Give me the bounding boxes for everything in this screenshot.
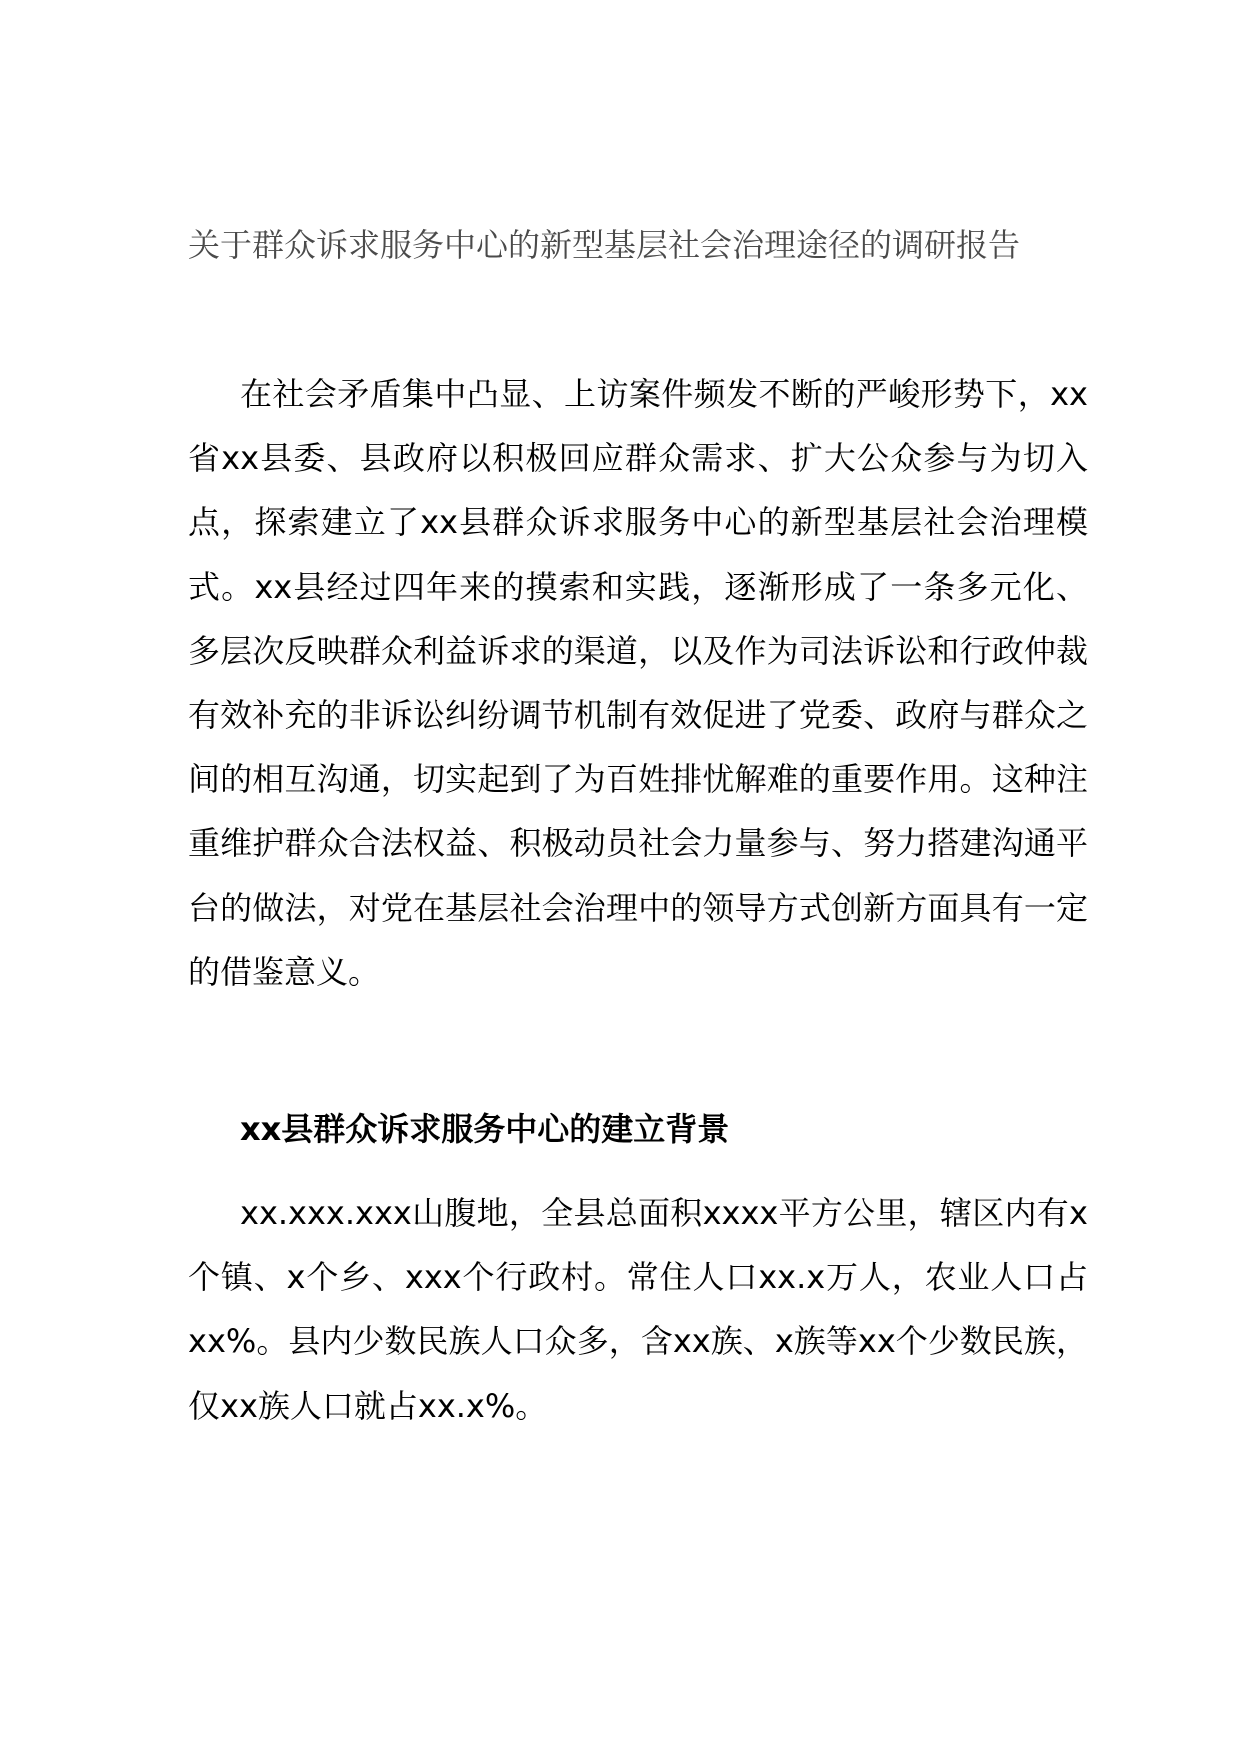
body-paragraph-intro: 在社会矛盾集中凸显、上访案件频发不断的严峻形势下，xx省xx县委、县政府以积极回应群众需求、扩大公众参与为切入点，探索建立了xx县群众诉求服务中心的新型基层社会治理模式。xx县经过四年来的摸索和实践，逐渐形成了一条多元化、多层次反映群众利益诉求的渠道，以及作为司法诉讼和行政仲裁有效补充的非诉讼纠纷调节机制有效促进了党委、政府与群众之间的相互沟通，切实起到了为百姓排忧解难的重要作用。这种注重维护群众合法权益、积极动员社会力量参与、努力搭建沟通平台的做法，对党在基层社会治理中的领导方式创新方面具有一定的借鉴意义。: [188, 375, 1088, 991]
document-title: 关于群众诉求服务中心的新型基层社会治理途径的调研报告: [188, 226, 1021, 264]
section-heading: xx县群众诉求服务中心的建立背景: [240, 1110, 730, 1148]
body-paragraph-background: xx.xxx.xxx山腹地，全县总面积xxxx平方公里，辖区内有x个镇、x个乡、xxx个行政村。常住人口xx.x万人，农业人口占xx%。县内少数民族人口众多，含xx族、x族等xx个少数民族，仅xx族人口就占xx.x%。: [188, 1194, 1088, 1425]
